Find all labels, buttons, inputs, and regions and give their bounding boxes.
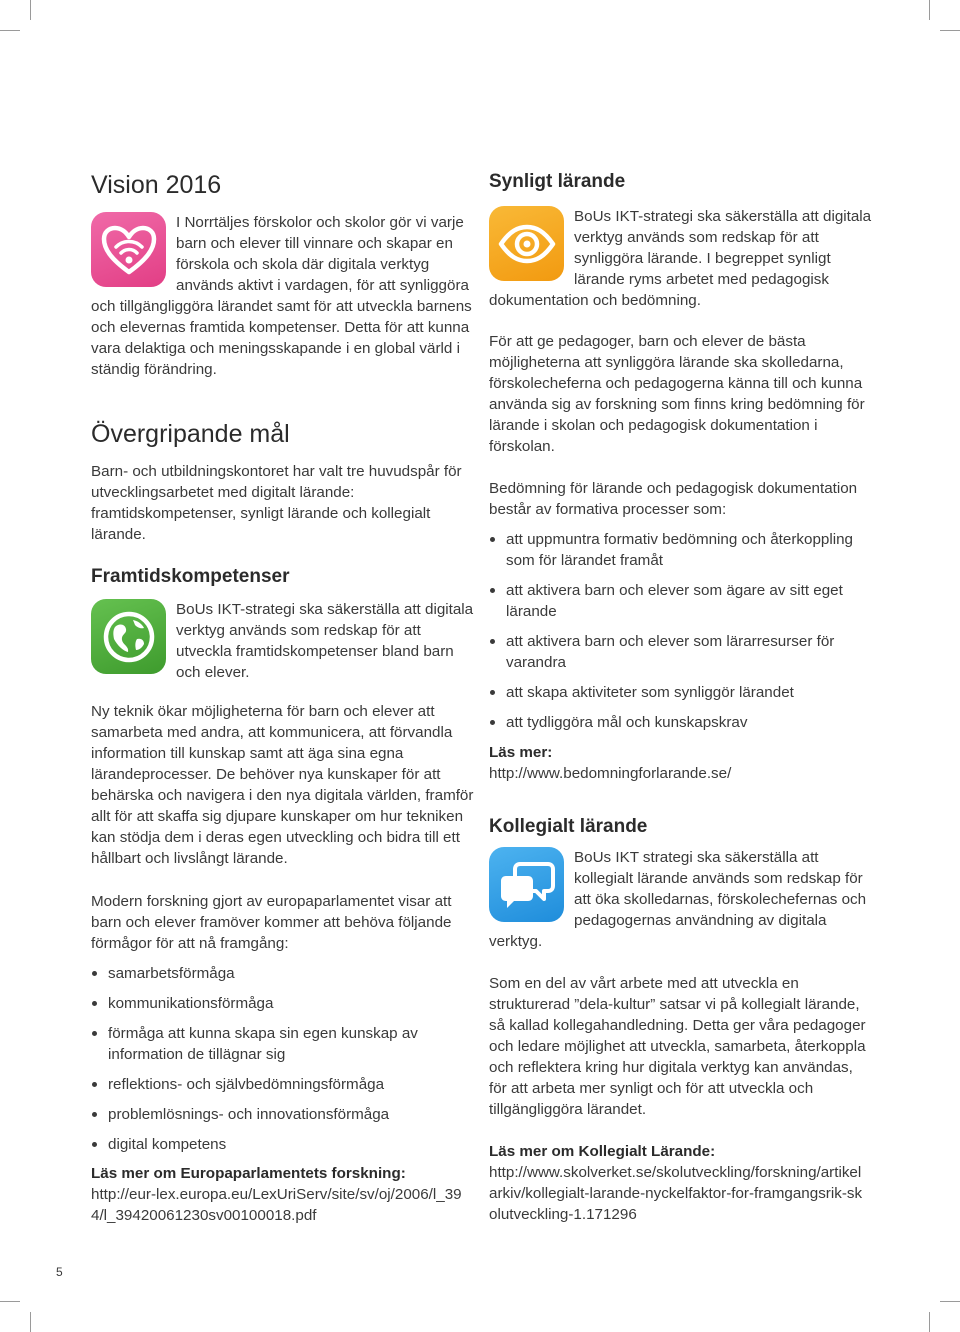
crop-mark [0,1301,20,1302]
list-item: att uppmuntra formativ bedömning och återkoppling som för lärandet framåt [489,529,874,571]
framtid-bullet-list [91,963,476,1155]
list-item: att aktivera barn och elever som lärarresurser för varandra [489,631,874,673]
crop-mark [30,1312,31,1332]
right-column [489,170,874,1225]
synligt-read-more-label: Läs mer: [489,744,553,761]
kollegialt-read-more-link[interactable]: http://www.skolverket.se/skolutveckling/forskning/artikelarkiv/kollegialt-larande-nyckelfaktor-for-framgangsrik-skolutveckling-1.171296 [489,1164,863,1223]
page-number: 5 [56,1265,63,1279]
eye-icon [489,206,564,281]
crop-mark [940,30,960,31]
synligt-title: Synligt lärande [489,171,626,192]
list-item: reflektions- och självbedömningsförmåga [91,1074,476,1095]
vision-section [91,170,476,380]
crop-mark [929,1312,930,1332]
synligt-bullet-list [489,529,874,733]
overgripande-section [91,419,476,545]
kollegialt-section [489,815,874,1225]
vision-text: I Norrtäljes förskolor och skolor gör vi varje barn och elever till vinnare och skapar en förskola och skola där digitala verktyg används aktivt i vardagen, för att synliggöra och tillgängliggöra lärandet samt för att utveckla barnens och elevernas framtida kompetenser. Detta för att kunna vara delaktiga och meningsskapande i en global värld i ständig förändring. [91,214,472,378]
list-item: samarbetsförmåga [91,963,476,984]
framtid-read-more-label: Läs mer om Europaparlamentets forskning: [91,1165,406,1182]
synligt-text: BoUs IKT-strategi ska säkerställa att digitala verktyg används som redskap för att synliggöra lärande. I begreppet synligt lärande ryms arbetet med pedagogisk dokumentation och bedömning. [489,208,872,309]
overgripande-title: Övergripande mål [91,420,290,448]
heart-wifi-icon [91,212,166,287]
kollegialt-title: Kollegialt lärande [489,816,648,837]
left-column [91,170,476,1226]
list-item: digital kompetens [91,1134,476,1155]
kollegialt-para1: Som en del av vårt arbete med att utveckla en strukturerad ”dela-kultur” satsar vi på kollegialt lärande, så kallad kollegahandledning. Detta ger våra pedagoger och ledare möjlighet att utveckla, samarbeta, återkoppla och reflektera kring hur digitala verktyg kan användas, för att arbeta mer synligt och för att utveckla och tillgängliggöra lärandet. [489,975,866,1118]
list-item: att tydliggöra mål och kunskapskrav [489,712,874,733]
globe-icon [91,599,166,674]
framtid-para1: Ny teknik ökar möjligheterna för barn och elever att samarbeta med andra, att kommunicera, att förvandla information till kunskap samt att äga sina egna lärandeprocesser. De behöver nya kunskaper för att behärska och navigera i den nya digitala världen, framför allt för att skaffa sig djupare kunskaper om hur tekniken kan stödja dem i deras egen utveckling och bidra till ett hållbart och livslångt lärande. [91,703,474,867]
kollegialt-read-more-label: Läs mer om Kollegialt Lärande: [489,1143,716,1160]
synligt-para2: Bedömning för lärande och pedagogisk dokumentation består av formativa processer som: [489,480,858,518]
list-item: problemlösnings- och innovationsförmåga [91,1104,476,1125]
crop-mark [929,0,930,20]
framtid-text: BoUs IKT-strategi ska säkerställa att digitala verktyg används som redskap för att utveckla framtidskompetenser bland barn och elever. [176,601,474,681]
list-item: förmåga att kunna skapa sin egen kunskap av information de tillägnar sig [91,1023,476,1065]
synligt-read-more-link[interactable]: http://www.bedomningforlarande.se/ [489,765,732,782]
synligt-section [489,170,874,784]
speech-bubbles-icon [489,847,564,922]
framtid-read-more-link[interactable]: http://eur-lex.europa.eu/LexUriServ/site/sv/oj/2006/l_394/l_39420061230sv00100018.pdf [91,1186,462,1224]
vision-title: Vision 2016 [91,171,222,199]
crop-mark [0,30,20,31]
crop-mark [940,1301,960,1302]
list-item: kommunikationsförmåga [91,993,476,1014]
kollegialt-text: BoUs IKT strategi ska säkerställa att kollegialt lärande används som redskap för att öka skolledarnas, förskolechefernas och pedagogernas användning av digitala verktyg. [489,849,867,950]
framtid-para2: Modern forskning gjort av europaparlamentet visar att barn och elever framöver kommer att behöva följande förmågor för att nå framgång: [91,893,452,952]
list-item: att skapa aktiviteter som synliggör lärandet [489,682,874,703]
crop-mark [30,0,31,20]
framtid-section [91,565,476,1226]
list-item: att aktivera barn och elever som ägare av sitt eget lärande [489,580,874,622]
overgripande-text: Barn- och utbildningskontoret har valt tre huvudspår för utvecklingsarbetet med digitalt lärande: framtidskompetenser, synligt lärande och kollegialt lärande. [91,463,462,543]
synligt-para1: För att ge pedagoger, barn och elever de bästa möjligheterna att synliggöra lärande ska skolledarna, förskolecheferna och pedagogerna känna till och kunna använda sig av forskning som finns kring bedömning för lärande i skolan och pedagogisk dokumentation i förskolan. [489,333,865,455]
framtid-title: Framtidskompetenser [91,566,290,587]
